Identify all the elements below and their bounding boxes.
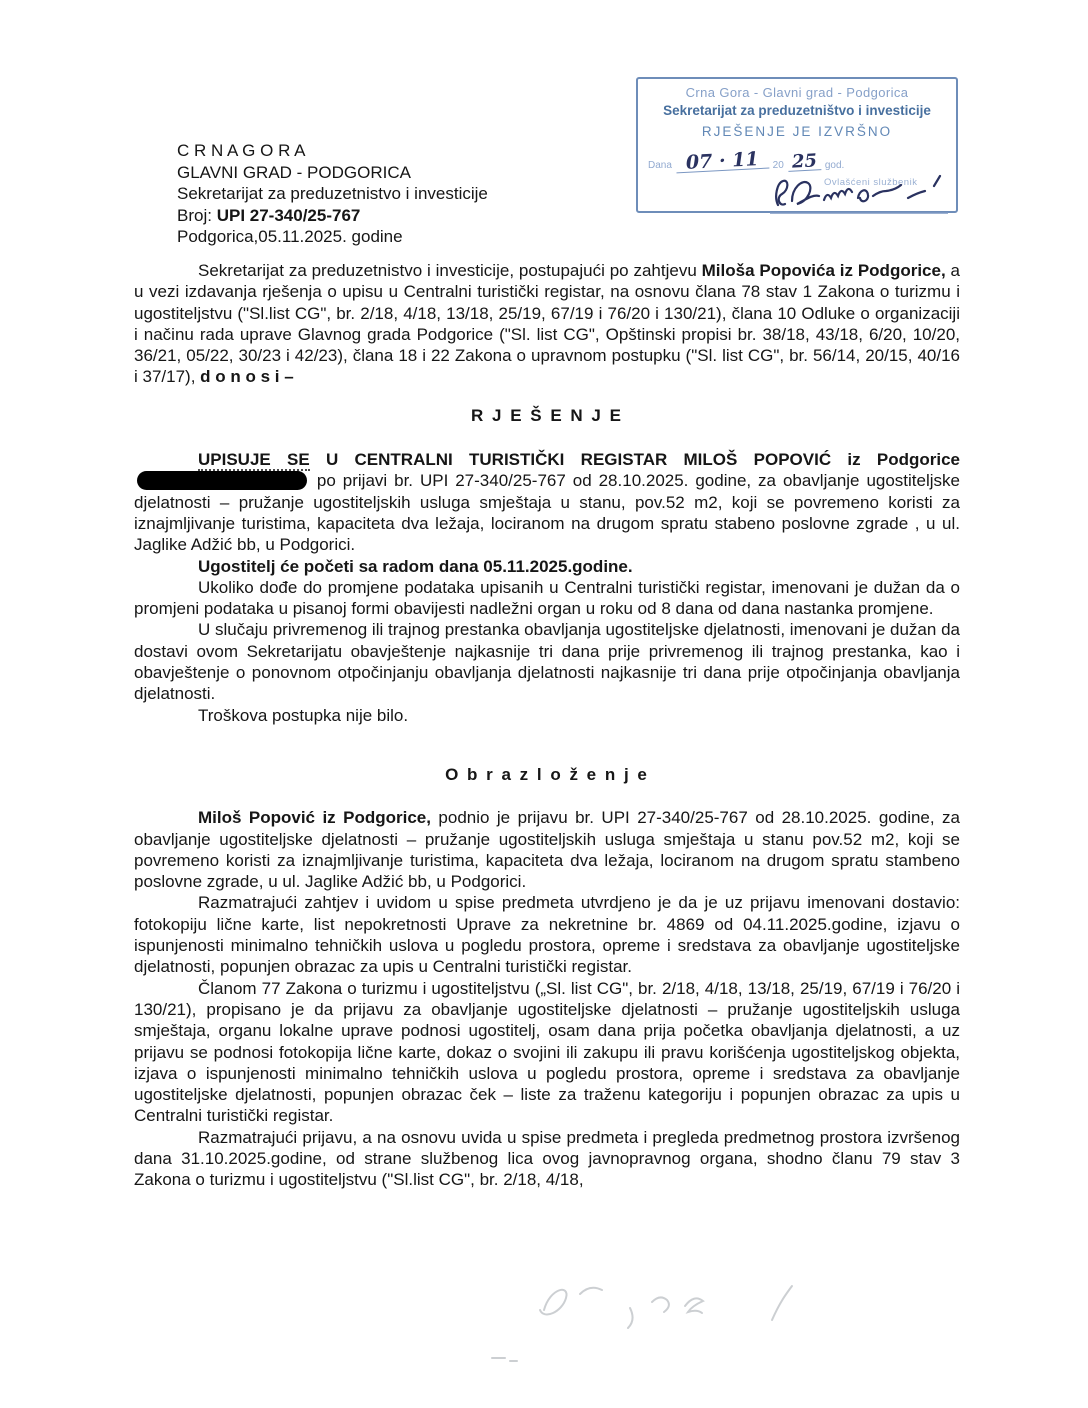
text-segment: U CENTRALNI TURISTIČKI REGISTAR MILOŠ POPOVIĆ iz Podgorice xyxy=(309,450,960,470)
text-segment: Ukoliko dođe do promjene podataka upisanih u Centralni turistički registar, imenovani je dužan da o promjeni podataka u pisanoj formi obavijesti nadležni organ u roku od 8 dana od dana nastanka promjene. xyxy=(134,577,960,619)
stamp-year-printed: 20 xyxy=(772,160,784,171)
text-segment: UPISUJE SE xyxy=(198,450,310,470)
paragraph xyxy=(134,577,960,620)
text-segment: Miloša Popovića iz Podgorice, xyxy=(701,261,946,280)
text-segment: O b r a z l o ž e n j e xyxy=(445,764,649,784)
text-segment: U slučaju privremenog ili trajnog prestanka obavljanja ugostiteljske djelatnosti, imenovani je dužan da dostavi ovom Sekretarijatu obavještenje najkasnije tri dana prije privremenog ili trajnog prestanka, kao i obavještenje o ponovnom otpočinjanju obavljanja djelatnosti najkasnije tri dana prije otpočinjanja obavljanja djelatnosti. xyxy=(134,620,960,704)
text-segment: Članom 77 Zakona o turizmu i ugostiteljstvu („Sl. list CG", br. 2/18, 4/18, 13/18, 25/19, 67/19 i 76/20 i 130/21), propisano je da prijavu za obavljanje ugostiteljske djelatnosti – pružanje ugostiteljskih usluga smještaja, organu lokalne uprave podnosi ugostitelj, osam dana prija početka obavljanja djelatnosti, a uz prijavu se podnosi fotokopija lične karte, dokaz o svojini ili zakupu ili pravu korišćenja ugostiteljskog objekta, izjava o ispunjenosti minimalno tehničkih uslova u pogledu prostora, opreme i sredstava za obavljanje ugostiteljske djelatnosti, popunjen obrazac ček – liste za traženu kategoriju i popunjen obrazac za upis u Centralni turistički registar. xyxy=(134,978,960,1126)
case-number-label: Broj: xyxy=(177,205,212,225)
pencil-scribble xyxy=(480,1278,810,1373)
paragraph xyxy=(134,807,960,892)
stamp-year-suffix: god. xyxy=(824,160,845,171)
text-segment: po prijavi br. UPI 27-340/25-767 od 28.10.2025. godine, za obavljanje ugostiteljske djelatnosti – pružanje ugostiteljskih usluga smještaja u stanu, pov.52 m2, koji se povremeno koristi za iznajmljivanje turistima, kapaciteta dva ležaja, lociranom na drugom spratu stabeno poslovne zgrade , u ul. Jaglike Adžić bb, u Podgorici. xyxy=(134,471,960,555)
redaction-bar xyxy=(137,471,307,490)
text-segment: Miloš Popović iz Podgorice, xyxy=(198,808,431,828)
stamp-year-handwritten: 25 xyxy=(787,153,821,172)
paragraph xyxy=(134,1127,960,1191)
document-body xyxy=(134,260,960,1191)
stamp-date-label: Dana xyxy=(648,160,672,171)
letterhead-country: C R N A G O R A xyxy=(177,141,306,160)
text-segment: podnio je prijavu br. UPI 27-340/25-767 od 28.10.2025. godine, za obavljanje ugostiteljske djelatnosti – pružanje ugostiteljskih usluga smještaja u stanu pov.52 m2, koji se povremeno koristi za iznajmljivanje turistima, kapaciteta dva ležaja, lociranom na drugom spratu stambeno poslovne zgrade, u ul. Jaglike Adžić bb, u Podgorici. xyxy=(134,808,960,892)
letterhead-city: GLAVNI GRAD - PODGORICA xyxy=(177,162,411,182)
stamp-officer-label: Ovlašćeni službenik xyxy=(824,177,918,188)
case-number-value: UPI 27-340/25-767 xyxy=(216,205,361,225)
paragraph xyxy=(134,449,960,555)
text-segment: Razmatrajući zahtjev i uvidom u spise predmeta utvrdjeno je da je uz prijavu imenovani dostavio: fotokopiju lične karte, list nepokretnosti Uprave za nekretnine br. 4869 od 04.11.2025.godine, izjavu o ispunjenosti minimalno tehničkih uslova u pogledu prostora, opreme i sredstava za obavljanje ugostiteljske djelatnosti, popunjen obrazac za upis u Centralni turistički registar. xyxy=(134,893,960,977)
text-segment: a u vezi izdavanja rješenja o upisu u Centralni turistički registar, na osnovu člana 78 stav 1 Zakona o turizmu i ugostiteljstvu ("Sl.list CG", br. 2/18, 4/18, 13/18, 25/19, 67/19 i 76/20 i 130/21), člana 10 Odluke o organizaciji i načinu rada uprave Glavnog grada Podgorice ("Sl. list CG", Opštinski propisi br. 38/18, 43/18, 6/20, 10/20, 36/21, 05/22, 30/23 i 42/23), člana 18 i 22 Zakona o upravnom postupku ("Sl. list CG", br. 56/14, 20/15, 40/16 i 37/17), xyxy=(134,261,960,387)
executed-stamp xyxy=(636,77,958,213)
letterhead xyxy=(177,140,488,248)
paragraph xyxy=(134,260,960,388)
paragraph xyxy=(134,892,960,977)
paragraph xyxy=(134,978,960,1127)
paragraph xyxy=(134,556,960,577)
stamp-org-line: Crna Gora - Glavni grad - Podgorica xyxy=(685,85,909,100)
paragraph xyxy=(134,619,960,704)
text-segment: Ugostitelj će početi sa radom dana 05.11.2025.godine. xyxy=(198,556,633,576)
letterhead-place-date: Podgorica,05.11.2025. godine xyxy=(177,227,403,247)
stamp-executed-line: RJEŠENJE JE IZVRŠNO xyxy=(701,124,893,139)
letterhead-department: Sekretarijat za preduzetnistvo i investicije xyxy=(177,184,488,204)
section-heading xyxy=(134,764,960,785)
section-heading xyxy=(134,405,960,426)
text-segment: Troškova postupka nije bilo. xyxy=(198,705,409,725)
letterhead-case-number xyxy=(177,205,488,227)
text-segment: Sekretarijat za preduzetnistvo i investicije, postupajući po zahtjevu xyxy=(198,261,702,280)
text-segment: Razmatrajući prijavu, a na osnovu uvida u spise predmeta i pregleda predmetnog prostora izvršenog dana 31.10.2025.godine, od strane službenog lica ovog javnopravnog organa, shodno članu 79 stav 3 Zakona o turizmu i ugostiteljstvu ("Sl.list CG", br. 2/18, 4/18, xyxy=(134,1127,960,1190)
signature-scribble xyxy=(766,169,954,219)
stamp-date-handwritten: 07 · 11 xyxy=(675,151,769,174)
stamp-department-line: Sekretarijat za preduzetništvo i investicije xyxy=(663,103,931,118)
text-segment: R J E Š E N J E xyxy=(471,405,623,425)
text-segment: d o n o s i – xyxy=(200,367,294,387)
paragraph xyxy=(134,705,960,726)
